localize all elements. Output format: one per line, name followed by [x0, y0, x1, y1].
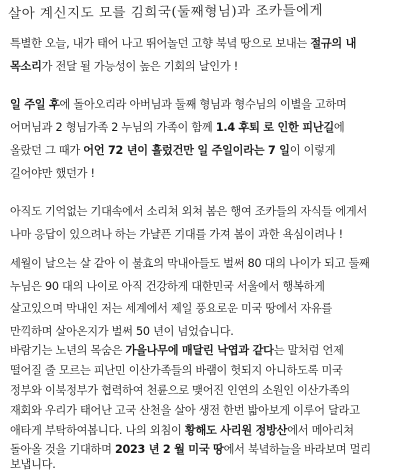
- text-line: [10, 280, 398, 294]
- text-line: [10, 60, 398, 74]
- emphasis-text: 어언 72 년이 흘렀건만 일 주일이라는 7 일: [83, 144, 290, 157]
- emphasis-text: 1.4 후퇴 로 인한 피난길: [215, 121, 334, 134]
- text-line: [10, 167, 398, 181]
- text-line: [10, 144, 398, 158]
- text-line: [10, 458, 398, 472]
- line-text: 정부와 이북정부가 협력하여 천륜으로 맺어진 인연의 소원인 이산가족의: [10, 384, 350, 397]
- line-text: 에서 메아리쳐: [287, 424, 354, 437]
- emphasis-text: 2023 년 2 월 미국 땅: [114, 443, 224, 456]
- text-line: [10, 121, 398, 135]
- text-line: [10, 404, 398, 418]
- emphasis-text: 일 주일 후: [10, 98, 60, 111]
- line-text: 올랐던 그 때가: [10, 144, 84, 157]
- text-line: [10, 443, 398, 457]
- text-line: [10, 384, 398, 398]
- handwritten-title: 살아 계신지도 모를 김희국(둘째형님)과 조카들에게: [8, 2, 324, 22]
- text-line: [10, 37, 398, 51]
- line-text: 는 말처럼 언제: [273, 344, 344, 357]
- text-line: [10, 228, 398, 242]
- text-line: [10, 98, 398, 112]
- line-text: 가 전달 될 가능성이 높은 기회의 날인가 !: [41, 60, 238, 73]
- text-line: [10, 424, 398, 438]
- text-line: [10, 302, 398, 316]
- text-line: [10, 257, 398, 271]
- text-line: [10, 205, 398, 219]
- text-line: [10, 325, 398, 339]
- line-text: 보냅니다.: [10, 458, 56, 471]
- line-text: 세월이 날으는 살 같아 이 불효의 막내아들도 벌써 80 대의 나이가 되고 둘째: [10, 257, 370, 270]
- emphasis-text: 황해도 사리원 정방산: [184, 424, 288, 437]
- line-text: 특별한 오늘, 내가 태어 나고 뛰어놀던 고향 북녘 땅으로 보내는: [10, 37, 311, 50]
- line-text: 길어야만 했던가 !: [10, 167, 95, 180]
- line-text: 재회와 우리가 태어난 고국 산천을 살아 생전 한번 밟아보게 이루어 달라고: [10, 404, 360, 417]
- line-text: 이 이렇게: [289, 144, 336, 157]
- text-line: [10, 364, 398, 378]
- line-text: 누님은 90 대의 나이로 아직 건강하게 대한민국 서울에서 행복하게: [10, 280, 325, 293]
- line-text: 돌아올 것을 기대하며: [10, 443, 115, 456]
- line-text: 나마 응답이 있으려나 하는 가냘픈 기대를 가져 봄이 과한 욕심이려나 !: [10, 228, 343, 241]
- line-text: 에 돌아오리라 아버님과 둘째 형님과 형수님의 이별을 고하며: [59, 98, 347, 111]
- line-text: 떨어질 줄 모르는 피난민 이산가족들의 바램이 헛되지 아니하도록 미국: [10, 364, 343, 377]
- line-text: 만끽하며 살아온지가 벌써 50 년이 넘었습니다.: [10, 325, 234, 338]
- emphasis-text: 목소리: [10, 60, 42, 73]
- emphasis-text: 절규의 내: [310, 37, 357, 50]
- line-text: 에서 북녘하늘을 바라보며 멀리: [223, 443, 371, 456]
- line-text: 살고있으며 막내인 저는 세계에서 제일 풍요로운 미국 땅에서 자유를: [10, 302, 333, 315]
- line-text: 어머님과 2 형님가족 2 누님의 가족이 함께: [10, 121, 216, 134]
- line-text: 바람기는 노년의 목숨은: [10, 344, 126, 357]
- line-text: 아직도 기억없는 기대속에서 소리쳐 외쳐 봄은 행여 조카들의 자식들 에게서: [10, 205, 368, 218]
- line-text: 에: [333, 121, 345, 134]
- emphasis-text: 가을나무에 매달린 낙엽과 같다: [125, 344, 274, 357]
- line-text: 애타게 부탁하여봅니다. 나의 외침이: [10, 424, 185, 437]
- text-line: [10, 344, 398, 358]
